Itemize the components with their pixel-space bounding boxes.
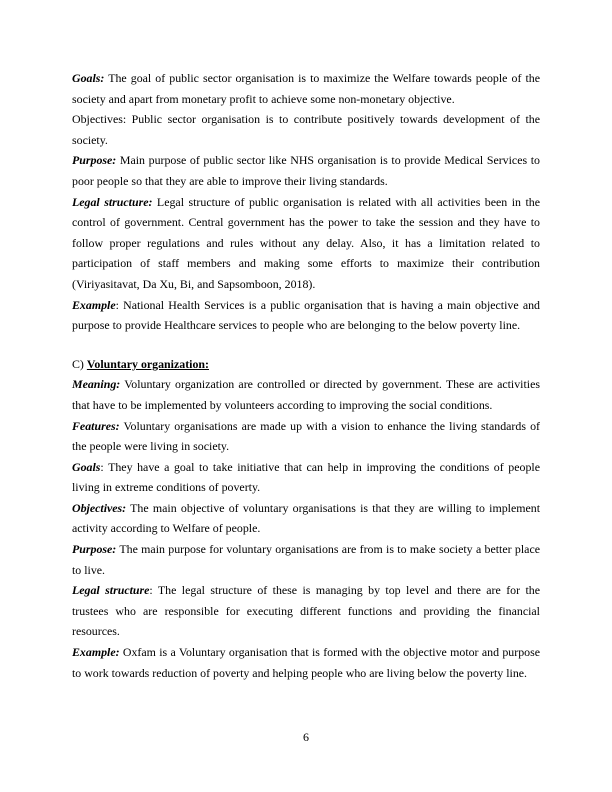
- paragraph-text: : The legal structure of these is managing by top level and there are for the trustees who are responsible for executing different functions and providing the financial resources.: [72, 583, 541, 639]
- section-prefix: C): [72, 356, 87, 371]
- paragraph-text: The main purpose for voluntary organisations are from is to make society a better place to live.: [72, 542, 540, 577]
- paragraph-label: Purpose:: [72, 542, 117, 557]
- paragraph-label: Example: [72, 297, 116, 312]
- paragraph-purpose: [72, 150, 540, 191]
- paragraph-text: : They have a goal to take initiative that can help in improving the conditions of people living in extreme conditions of poverty.: [72, 459, 540, 495]
- paragraph-label: Objectives:: [72, 500, 127, 515]
- paragraph-text: Legal structure of public organisation is related with all activities been in the control of government. Central government has the power to take the session and they have to follow proper regulations and rules without any delay. Also, it has a limitation related to participation of staff members and making some efforts to maximize their contribution (Viriyasitavat, Da Xu, Bi, and Sapsomboon, 2018).: [72, 194, 540, 291]
- paragraph-label: Goals: [72, 459, 101, 474]
- paragraph-example: [72, 295, 540, 336]
- section-heading: [72, 354, 540, 375]
- paragraph-goals-voluntary: [72, 457, 540, 498]
- page-number: 6: [303, 730, 309, 744]
- paragraph-objectives-voluntary: [72, 498, 540, 539]
- paragraph-text: : National Health Services is a public organisation that is having a main objective and purpose to provide Healthcare services to people who are belonging to the below poverty line.: [72, 297, 540, 333]
- paragraph-text: The goal of public sector organisation is to maximize the Welfare towards people of the society and apart from monetary profit to achieve some non-monetary objective.: [72, 71, 540, 106]
- paragraph-label: Goals:: [72, 71, 105, 85]
- paragraph-label: Legal structure:: [72, 194, 153, 209]
- paragraph-text: Objectives: Public sector organisation is to contribute positively towards development of the society.: [72, 112, 540, 147]
- paragraph-label: Example:: [72, 645, 120, 660]
- paragraph-label: Legal structure: [72, 583, 150, 598]
- paragraph-label: Meaning:: [72, 377, 121, 392]
- paragraph-text: The main objective of voluntary organisations is that they are willing to implement activity according to Welfare of people.: [72, 500, 540, 536]
- section-title: Voluntary organization:: [86, 356, 209, 371]
- paragraph-label: Purpose:: [72, 153, 117, 168]
- paragraph-label: Features:: [72, 418, 120, 433]
- paragraph-goals: [72, 68, 540, 109]
- paragraph-text: Voluntary organization are controlled or directed by government. These are activities that have to be implemented by volunteers according to improving the social conditions.: [72, 377, 540, 412]
- paragraph-legal-structure: [72, 192, 540, 295]
- paragraph-purpose-voluntary: [72, 539, 540, 580]
- paragraph-objectives: [72, 109, 540, 150]
- paragraph-text: Voluntary organisations are made up with a vision to enhance the living standards of the people were living in society.: [72, 418, 540, 454]
- paragraph-legal-structure-voluntary: [72, 580, 540, 642]
- paragraph-meaning: [72, 374, 540, 415]
- paragraph-text: Main purpose of public sector like NHS organisation is to provide Medical Services to poor people so that they are able to improve their living standards.: [72, 153, 540, 188]
- paragraph-example-voluntary: [72, 642, 540, 683]
- paragraph-text: Oxfam is a Voluntary organisation that is formed with the objective motor and purpose to work towards reduction of poverty and helping people who are living below the poverty line.: [72, 645, 540, 680]
- document-body: [72, 68, 540, 683]
- paragraph-features: [72, 416, 540, 457]
